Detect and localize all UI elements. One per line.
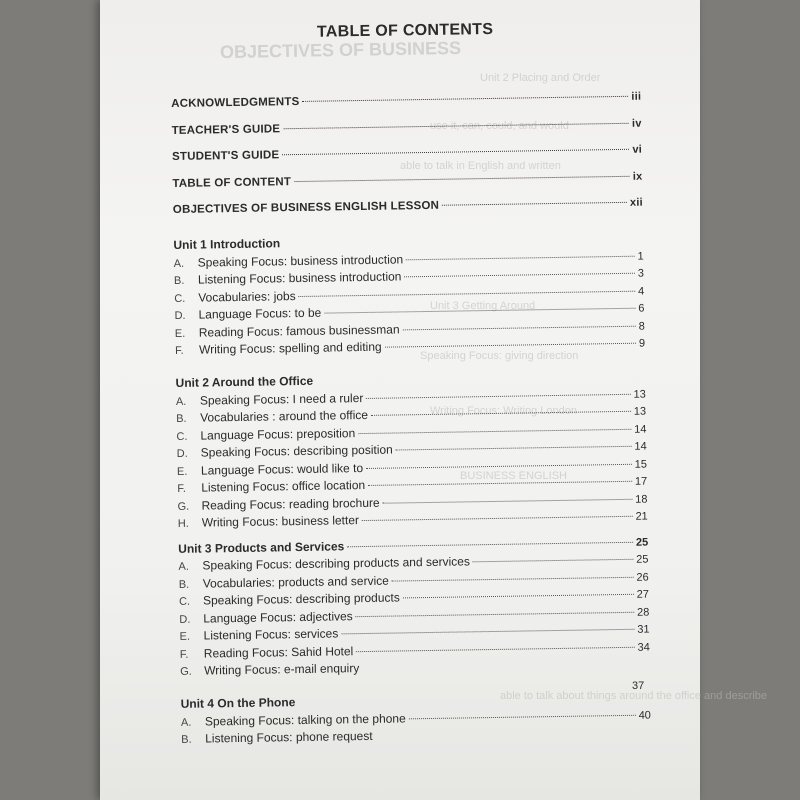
entry-letter: A. (173, 257, 185, 270)
page-number: 14 (634, 440, 647, 453)
page-number: 15 (634, 458, 648, 471)
unit-section (173, 230, 645, 360)
entry-letter: D. (176, 447, 188, 460)
entry-label: Listening Focus: business introduction (197, 269, 402, 287)
entry-letter: D. (174, 309, 186, 322)
page-number: 13 (633, 388, 646, 401)
entry-letter: F. (179, 648, 189, 661)
page-number: 8 (638, 320, 645, 333)
entry-label: Writing Focus: business letter (201, 513, 360, 530)
dot-leader (406, 255, 634, 260)
entry-letter: B. (181, 733, 192, 746)
dot-leader (409, 714, 636, 719)
dot-leader (392, 576, 634, 581)
entry-letter: B. (178, 578, 190, 591)
dot-leader (442, 202, 627, 206)
entry-label: Speaking Focus: business introduction (197, 251, 404, 270)
dot-leader (341, 629, 634, 635)
entry-label: STUDENT'S GUIDE (171, 149, 280, 163)
page-number: 21 (635, 510, 648, 523)
dot-leader (383, 498, 633, 503)
show-through-text: BUSINESS ENGLISH (460, 470, 567, 482)
table-of-contents (170, 19, 651, 750)
page-number: iii (631, 90, 642, 103)
dot-leader (403, 594, 634, 599)
entry-letter: G. (177, 500, 190, 513)
entry-label: Listening Focus: office location (201, 477, 366, 495)
show-through-text: able to talk in English and written (400, 160, 561, 172)
entry-label: TABLE OF CONTENT (172, 175, 292, 190)
page-number: 31 (637, 623, 650, 636)
show-through-text: Unit 3 Getting Around (430, 300, 536, 312)
dot-leader (283, 122, 629, 128)
page-number: vi (632, 143, 643, 156)
entry-label: Language Focus: adjectives (203, 608, 353, 626)
entry-label: Unit 3 Products and Services (178, 538, 345, 556)
units-list (173, 230, 651, 749)
entry-label: OBJECTIVES OF BUSINESS ENGLISH LESSON (172, 199, 440, 216)
page-number: 13 (633, 405, 647, 418)
dot-leader (356, 646, 634, 651)
page-number: 40 (638, 709, 651, 722)
page-number: 27 (636, 588, 650, 601)
dot-leader (404, 273, 634, 278)
page-number: xii (629, 196, 643, 209)
entry-letter: B. (176, 412, 187, 425)
entry-letter: A. (180, 716, 192, 729)
show-through-text: able to talk about things around the office and describe (500, 690, 768, 702)
stray-page-number: 37 (632, 680, 645, 692)
entry-letter: D. (179, 613, 191, 626)
entry-letter: H. (177, 517, 189, 530)
dot-leader (356, 611, 634, 616)
show-through-text: Writing Focus: Writing London (430, 405, 577, 417)
entry-label: Vocabularies: products and service (202, 573, 389, 591)
page-number: ix (632, 170, 643, 183)
page-number: 18 (635, 493, 648, 506)
entry-letter: C. (176, 430, 188, 443)
dot-leader (358, 428, 631, 433)
entry-label: ACKNOWLEDGMENTS (171, 95, 300, 110)
entry-letter: F. (175, 344, 184, 357)
unit-section (178, 526, 650, 681)
entry-letter: B. (173, 274, 185, 287)
show-through-text: Unit 2 Placing and Order (480, 72, 601, 84)
page-number: 25 (636, 553, 649, 566)
entry-label: Reading Focus: reading brochure (201, 495, 380, 513)
entry-letter: G. (180, 665, 192, 678)
entry-label: Listening Focus: services (203, 626, 339, 643)
dot-leader (371, 411, 631, 416)
dot-leader (282, 149, 629, 155)
page-number: 25 (635, 536, 649, 549)
front-matter-list (171, 91, 643, 231)
dot-leader (385, 343, 636, 348)
dot-leader (302, 96, 628, 102)
page-number: 28 (636, 606, 650, 619)
unit-section (180, 674, 651, 749)
show-through-text: OBJECTIVES OF BUSINESS (219, 37, 462, 63)
page-number: 3 (637, 267, 645, 280)
entry-label: TEACHER'S GUIDE (171, 122, 281, 137)
page-number: 4 (638, 285, 645, 298)
entry-letter: E. (176, 465, 188, 478)
entry-letter: C. (178, 595, 191, 608)
entry-label: Writing Focus: spelling and editing (198, 339, 382, 357)
show-through-text: use it, can, could, and would (430, 120, 569, 132)
page-number: 26 (636, 571, 649, 584)
entry-label: Listening Focus: phone request (205, 728, 373, 746)
dot-leader (396, 446, 632, 451)
entry-label: Language Focus: to be (198, 305, 322, 322)
entry-label: Reading Focus: Sahid Hotel (203, 643, 354, 661)
unit-title: Unit 2 Around the Office (175, 373, 314, 390)
entry-label: Vocabularies : around the office (200, 407, 369, 425)
show-through-text: Speaking Focus: giving direction (420, 350, 579, 362)
dot-leader (366, 463, 632, 468)
entry-label: Reading Focus: famous businessman (198, 321, 400, 340)
dot-leader (473, 559, 633, 563)
entry-label: Vocabularies: jobs (198, 288, 296, 305)
entry-label: Speaking Focus: describing products and services (202, 554, 471, 573)
entry-label: Language Focus: would like to (200, 460, 364, 478)
page-number: 34 (637, 641, 650, 654)
entry-label: Language Focus: preposition (200, 425, 356, 443)
entry-letter: C. (174, 292, 186, 305)
page-number: 14 (634, 423, 647, 436)
unit-title: Unit 1 Introduction (173, 235, 281, 252)
entry-letter: F. (177, 482, 186, 495)
dot-leader (324, 308, 635, 314)
entry-label: Speaking Focus: I need a ruler (199, 390, 364, 408)
page-title: TABLE OF CONTENTS (316, 20, 494, 41)
dot-leader (299, 290, 635, 296)
entry-letter: E. (179, 630, 191, 643)
entry-label: Speaking Focus: describing products (202, 590, 400, 608)
entry-label: Speaking Focus: talking on the phone (204, 710, 406, 729)
unit-title: Unit 4 On the Phone (180, 694, 296, 711)
page-number: 17 (634, 475, 648, 488)
unit-section (175, 353, 648, 533)
dot-leader (362, 516, 633, 521)
page-number: 6 (638, 302, 645, 315)
dot-leader (366, 393, 630, 398)
entry-letter: A. (175, 395, 187, 408)
entry-letter: E. (174, 327, 186, 340)
page-number: iv (631, 117, 642, 130)
book-page (100, 0, 768, 800)
entry-label: Writing Focus: e-mail enquiry (204, 661, 360, 678)
dot-leader (403, 325, 636, 330)
entry-letter: A. (178, 560, 189, 573)
dot-leader (347, 541, 633, 546)
page-number: 1 (637, 250, 644, 263)
dot-leader (294, 175, 630, 181)
entry-label: Speaking Focus: describing position (200, 442, 393, 460)
page-number: 9 (638, 337, 646, 350)
dot-leader (368, 481, 632, 486)
